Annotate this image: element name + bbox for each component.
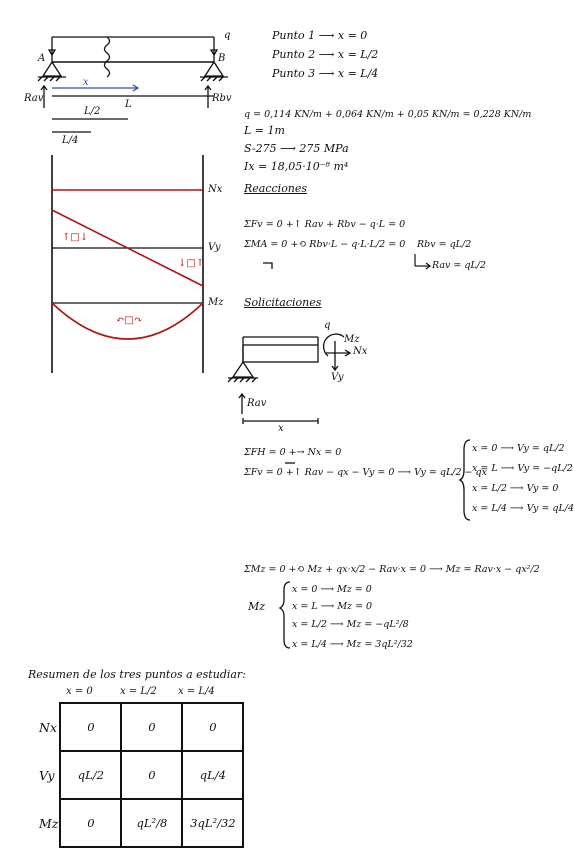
col-header-xl4: x = L/4 — [178, 686, 215, 697]
fbd-q-label: q — [324, 320, 331, 331]
table-row — [38, 751, 243, 799]
rav-result: Rav = qL/2 — [432, 260, 487, 271]
fbd-nx-label: Nx — [353, 346, 368, 357]
moment-sign-icon: ↶□↷ — [116, 315, 143, 326]
support-a-label: A — [38, 53, 46, 64]
moment-equilibrium-eq: ΣMA = 0 +⟲ Rbv·L − q·L·L/2 = 0 — [244, 239, 406, 250]
fbd-mz-label: Mz — [344, 334, 360, 345]
beam-diagram — [38, 37, 228, 132]
table-row — [38, 799, 243, 847]
fbd-vy-label: Vy — [331, 372, 344, 383]
col-header-x0: x = 0 — [66, 686, 93, 697]
length-quarter-label: L/4 — [62, 135, 79, 146]
summary-table — [38, 702, 244, 848]
mz-case-1: x = 0 ⟶ Mz = 0 — [292, 584, 372, 595]
resumen-title: Resumen de los tres puntos a estudiar: — [28, 668, 246, 681]
fbd-x-label: x — [278, 423, 284, 434]
steel-grade-line: S-275 ⟶ 275 MPa — [244, 142, 349, 155]
load-value-line: q = 0,114 KN/m + 0,064 KN/m + 0,05 KN/m = 0,228 KN/m — [244, 109, 532, 120]
horizontal-equilibrium-eq: ΣFH = 0 +→ Nx = 0 — [244, 447, 342, 458]
table-cell: 0 — [60, 799, 121, 847]
vy-case-3: x = L/2 ⟶ Vy = 0 — [472, 483, 559, 494]
support-b-label: B — [218, 53, 226, 64]
table-row — [38, 703, 243, 751]
solicitaciones-title: Solicitaciones — [244, 296, 322, 309]
mz-cases-label: Mz — [248, 600, 266, 613]
shear-sign-icon: ↑□↓ — [62, 232, 89, 243]
length-value-line: L = 1m — [244, 124, 285, 137]
mz-case-4: x = L/4 ⟶ Mz = 3qL²/32 — [292, 639, 413, 650]
mz-case-2: x = L ⟶ Mz = 0 — [292, 601, 373, 612]
mz-diagram-label: Mz — [208, 297, 224, 308]
x-axis-label: x — [83, 77, 89, 88]
rbv-result: Rbv = qL/2 — [417, 239, 472, 250]
table-cell: 3qL²/32 — [182, 799, 243, 847]
table-cell: qL/4 — [182, 751, 243, 799]
shear-equation: ΣFv = 0 +↑ Rav − qx − Vy = 0 ⟶ Vy = qL/2 − qx — [244, 467, 487, 478]
point-3-line: Punto 3 ⟶ x = L/4 — [272, 67, 379, 80]
row-label-nx: Nx — [39, 719, 57, 735]
load-q-label: q — [224, 30, 231, 41]
row-label-vy: Vy — [39, 767, 55, 783]
vy-case-1: x = 0 ⟶ Vy = qL/2 — [472, 443, 565, 454]
table-cell: 0 — [121, 751, 182, 799]
vy-case-2: x = L ⟶ Vy = −qL/2 — [472, 463, 573, 474]
length-l-label: L — [125, 99, 132, 110]
table-cell: qL²/8 — [121, 799, 182, 847]
shear-sign-icon-2: ↓□↑ — [178, 258, 205, 269]
table-cell: 0 — [60, 703, 121, 751]
reaction-bracket — [415, 254, 430, 269]
moment-equation: ΣMz = 0 +⟲ Mz + qx·x/2 − Rav·x = 0 ⟶ Mz = Rav·x − qx²/2 — [244, 564, 540, 575]
point-1-line: Punto 1 ⟶ x = 0 — [272, 29, 368, 42]
point-2-line: Punto 2 ⟶ x = L/2 — [272, 48, 379, 61]
reaction-a-label: Rav — [24, 93, 44, 104]
mz-case-3: x = L/2 ⟶ Mz = −qL²/8 — [292, 619, 409, 630]
table-cell: qL/2 — [60, 751, 121, 799]
row-label-mz: Mz — [39, 815, 59, 831]
length-half-label: L/2 — [84, 106, 101, 117]
vy-case-4: x = L/4 ⟶ Vy = qL/4 — [472, 503, 574, 514]
fbd-rav-label: Rav — [247, 398, 267, 409]
nx-diagram-label: Nx — [208, 184, 223, 195]
vertical-equilibrium-eq: ΣFv = 0 +↑ Rav + Rbv − q·L = 0 — [244, 219, 406, 230]
inertia-value-line: Ix = 18,05·10⁻⁸ m⁴ — [244, 160, 349, 173]
table-cell: 0 — [182, 703, 243, 751]
vy-diagram-label: Vy — [208, 242, 221, 253]
table-cell: 0 — [121, 703, 182, 751]
reacciones-title: Reacciones — [244, 182, 308, 195]
col-header-xl2: x = L/2 — [120, 686, 157, 697]
reaction-b-label: Rbv — [212, 93, 232, 104]
